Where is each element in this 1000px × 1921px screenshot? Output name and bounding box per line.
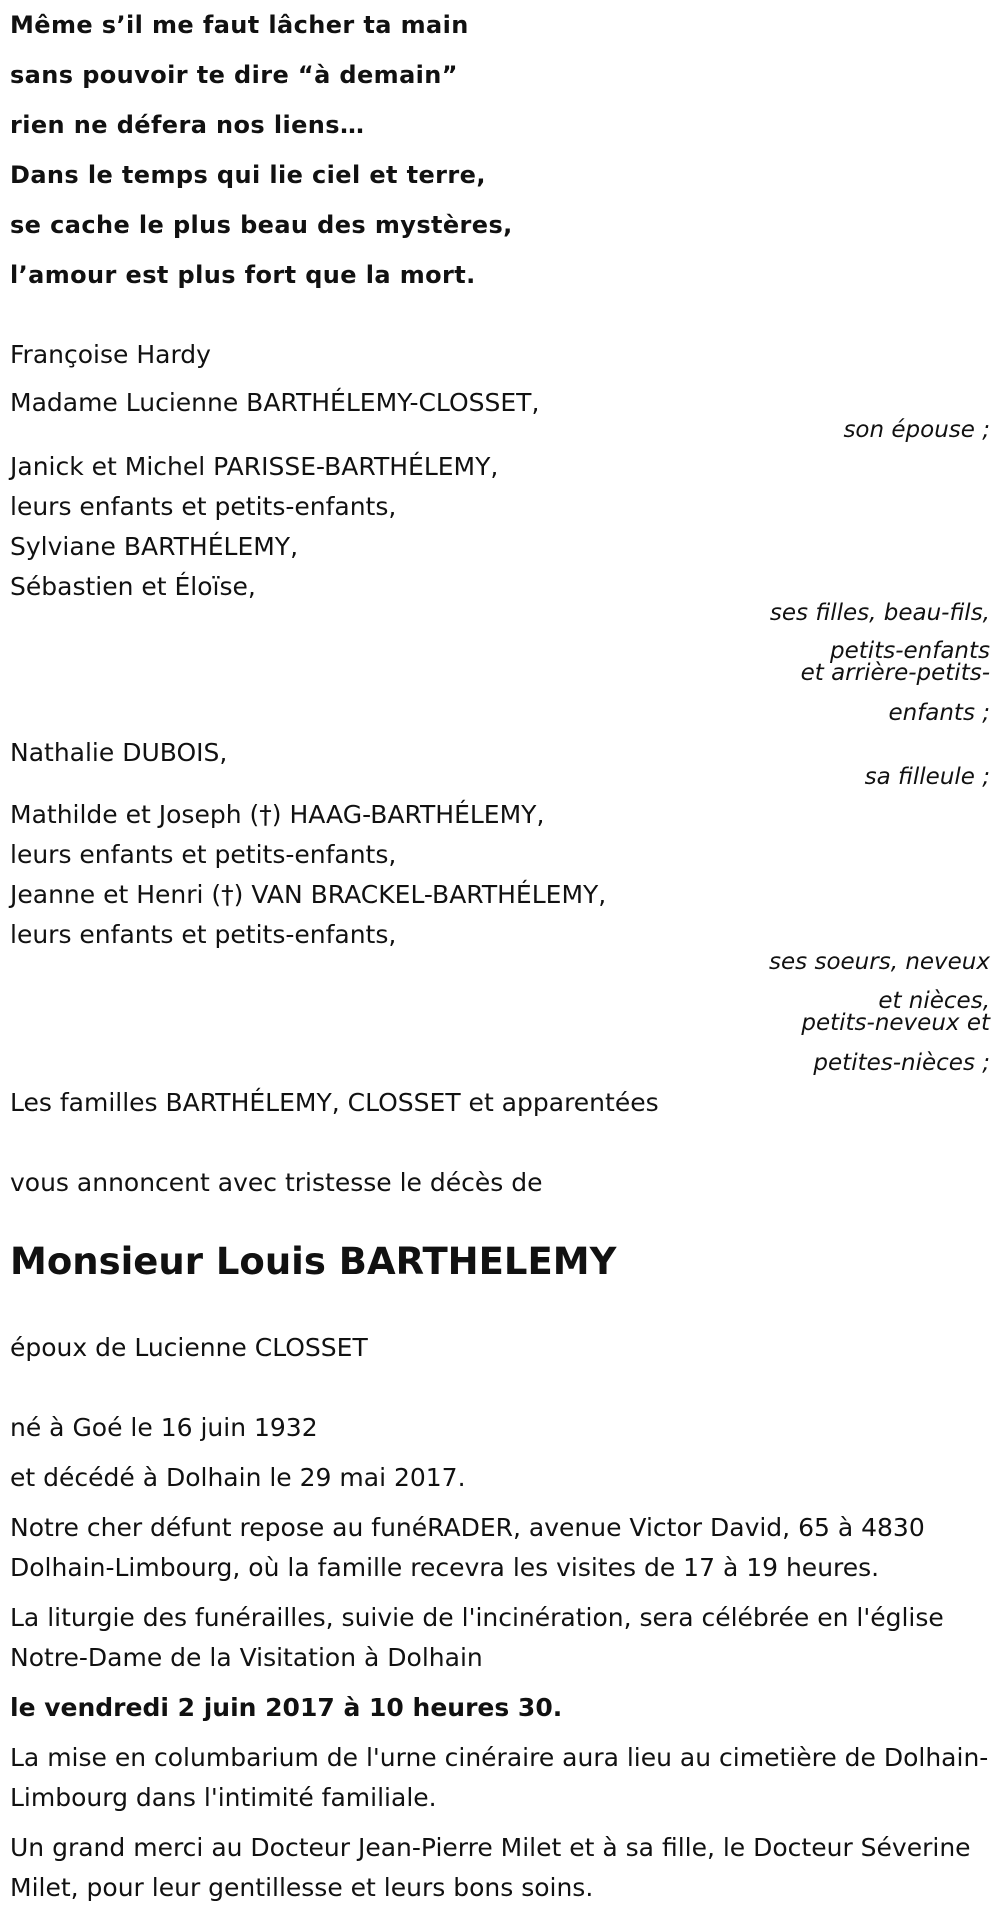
wife-role: son épouse ; bbox=[843, 417, 990, 443]
wife-name: Madame Lucienne BARTHÉLEMY-CLOSSET, bbox=[10, 388, 540, 417]
poem-line: rien ne défera nos liens… bbox=[10, 111, 365, 139]
children-role: enfants ; bbox=[888, 700, 990, 726]
poem-line: Dans le temps qui lie ciel et terre, bbox=[10, 161, 486, 189]
death-line: et décédé à Dolhain le 29 mai 2017. bbox=[10, 1463, 466, 1492]
deceased-name: Monsieur Louis BARTHELEMY bbox=[10, 1240, 617, 1283]
children-line: Janick et Michel PARISSE-BARTHÉLEMY, bbox=[10, 452, 499, 481]
columbarium-paragraph: La mise en columbarium de l'urne cinéraire aura lieu au cimetière de Dolhain-Limbourg dans l'intimité familiale. bbox=[10, 1743, 989, 1812]
siblings-line: Mathilde et Joseph (†) HAAG-BARTHÉLEMY, bbox=[10, 800, 545, 829]
siblings-role: ses soeurs, neveux bbox=[769, 949, 990, 975]
poem-line: Même s’il me faut lâcher ta main bbox=[10, 11, 469, 39]
families-line: Les familles BARTHÉLEMY, CLOSSET et apparentées bbox=[10, 1088, 659, 1117]
siblings-line: leurs enfants et petits-enfants, bbox=[10, 920, 397, 949]
children-line: Sébastien et Éloïse, bbox=[10, 572, 256, 601]
children-role: petits-enfants bbox=[830, 638, 990, 664]
spouse-line: époux de Lucienne CLOSSET bbox=[10, 1333, 368, 1362]
liturgy-paragraph: La liturgie des funérailles, suivie de l'incinération, sera célébrée en l'église Notre-Dame de la Visitation à Dolhain bbox=[10, 1603, 944, 1672]
children-line: Sylviane BARTHÉLEMY, bbox=[10, 532, 299, 561]
poem-line: l’amour est plus fort que la mort. bbox=[10, 261, 476, 289]
children-role: et arrière-petits- bbox=[800, 660, 990, 686]
children-line: leurs enfants et petits-enfants, bbox=[10, 492, 397, 521]
ceremony-date: le vendredi 2 juin 2017 à 10 heures 30. bbox=[10, 1693, 563, 1722]
goddaughter-name: Nathalie DUBOIS, bbox=[10, 738, 228, 767]
poem-line: sans pouvoir te dire “à demain” bbox=[10, 61, 458, 89]
thanks-paragraph: Un grand merci au Docteur Jean-Pierre Milet et à sa fille, le Docteur Séverine Milet, pour leur gentillesse et leurs bons soins. bbox=[10, 1833, 971, 1902]
poem-line: se cache le plus beau des mystères, bbox=[10, 211, 513, 239]
children-role: ses filles, beau-fils, bbox=[769, 600, 990, 626]
goddaughter-role: sa filleule ; bbox=[864, 764, 990, 790]
siblings-line: Jeanne et Henri (†) VAN BRACKEL-BARTHÉLEMY, bbox=[10, 880, 607, 909]
siblings-role: petits-neveux et bbox=[801, 1010, 990, 1036]
siblings-role: petites-nièces ; bbox=[813, 1050, 990, 1076]
birth-line: né à Goé le 16 juin 1932 bbox=[10, 1413, 318, 1442]
siblings-line: leurs enfants et petits-enfants, bbox=[10, 840, 397, 869]
repose-paragraph: Notre cher défunt repose au funéRADER, avenue Victor David, 65 à 4830 Dolhain-Limbourg, où la famille recevra les visites de 17 à 19 heures. bbox=[10, 1513, 925, 1582]
announcement: vous annoncent avec tristesse le décès de bbox=[10, 1168, 543, 1197]
siblings-role: et nièces, bbox=[878, 988, 990, 1014]
poem-author: Françoise Hardy bbox=[10, 340, 211, 369]
